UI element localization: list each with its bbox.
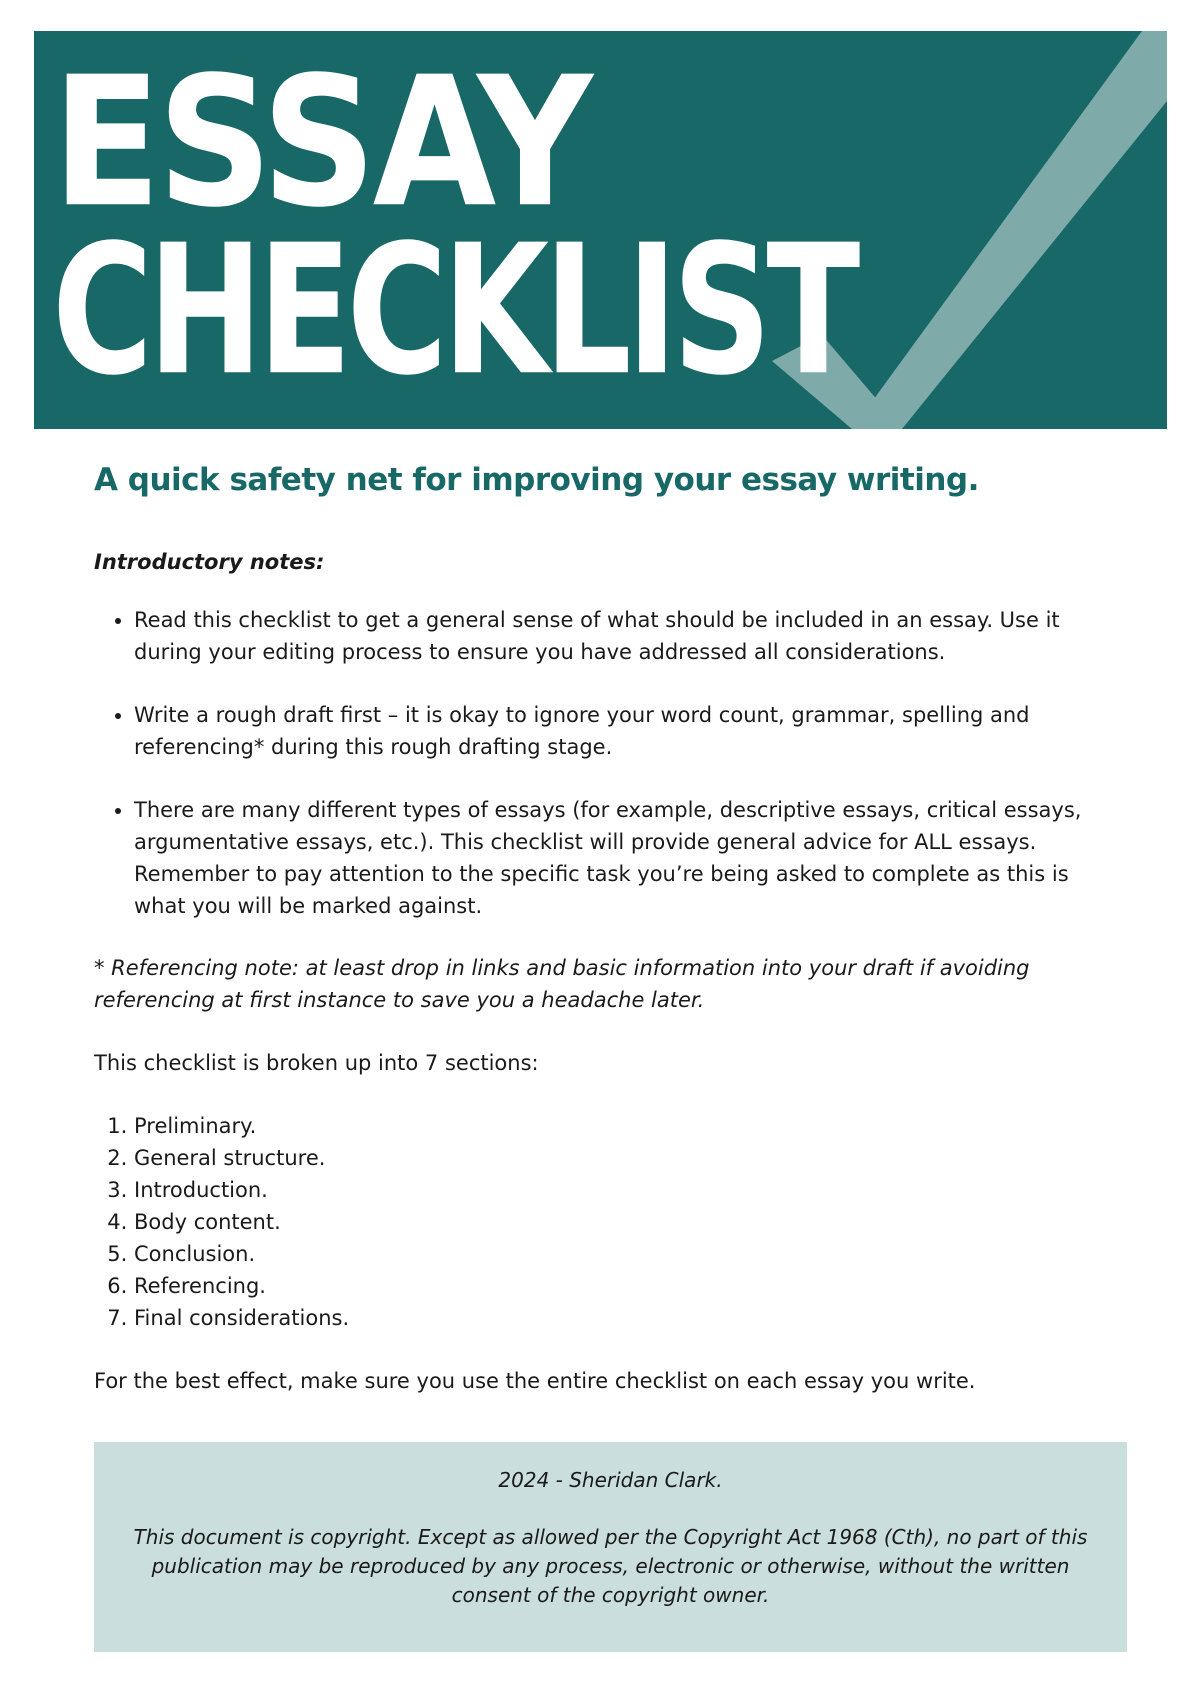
list-item: 3. Introduction. xyxy=(134,1174,1119,1206)
footer-copyright-text: This document is copyright. Except as allowed per the Copyright Act 1968 (Cth), no part of this publication may be reproduced by any process, electronic or otherwise, without the written consent of the copyright owner. xyxy=(133,1525,1088,1607)
list-item: 4. Body content. xyxy=(134,1206,1119,1238)
sections-intro: This checklist is broken up into 7 sections: xyxy=(94,1051,539,1075)
list-item: 1. Preliminary. xyxy=(134,1110,1119,1142)
subtitle: A quick safety net for improving your essay writing. xyxy=(94,462,979,498)
list-item: 2. General structure. xyxy=(134,1142,1119,1174)
list-item: • Write a rough draft first – it is okay to ignore your word count, grammar, spelling and referencing* during this rough drafting stage. xyxy=(134,699,1119,763)
footer-year-author: 2024 - Sheridan Clark. xyxy=(498,1468,723,1492)
list-item: • Read this checklist to get a general sense of what should be included in an essay. Use it during your editing process to ensure you have addressed all considerations. xyxy=(134,604,1119,668)
referencing-note: * Referencing note: at least drop in links and basic information into your draft if avoiding referencing at first instance to save you a headache later. xyxy=(94,956,1030,1012)
list-item: 5. Conclusion. xyxy=(134,1238,1119,1270)
list-item: • There are many different types of essays (for example, descriptive essays, critical essays, argumentative essays, etc.). This checklist will provide general advice for ALL essays. Remember to pay attention to the specific task you’re being asked to complete as this is what you will be marked against. xyxy=(134,794,1119,922)
title-line-essay: ESSAY xyxy=(52,37,589,247)
intro-notes-list xyxy=(94,604,1119,922)
header-banner xyxy=(34,31,1167,429)
closing-note: For the best effect, make sure you use the entire checklist on each essay you write. xyxy=(94,1369,976,1393)
sections-list xyxy=(94,1110,1119,1334)
list-item: 7. Final considerations. xyxy=(134,1302,1119,1334)
list-item: 6. Referencing. xyxy=(134,1270,1119,1302)
copyright-footer xyxy=(94,1442,1127,1652)
title-line-checklist: CHECKLIST xyxy=(52,205,856,415)
main-content xyxy=(94,546,1119,1397)
intro-heading: Introductory notes: xyxy=(94,550,325,574)
